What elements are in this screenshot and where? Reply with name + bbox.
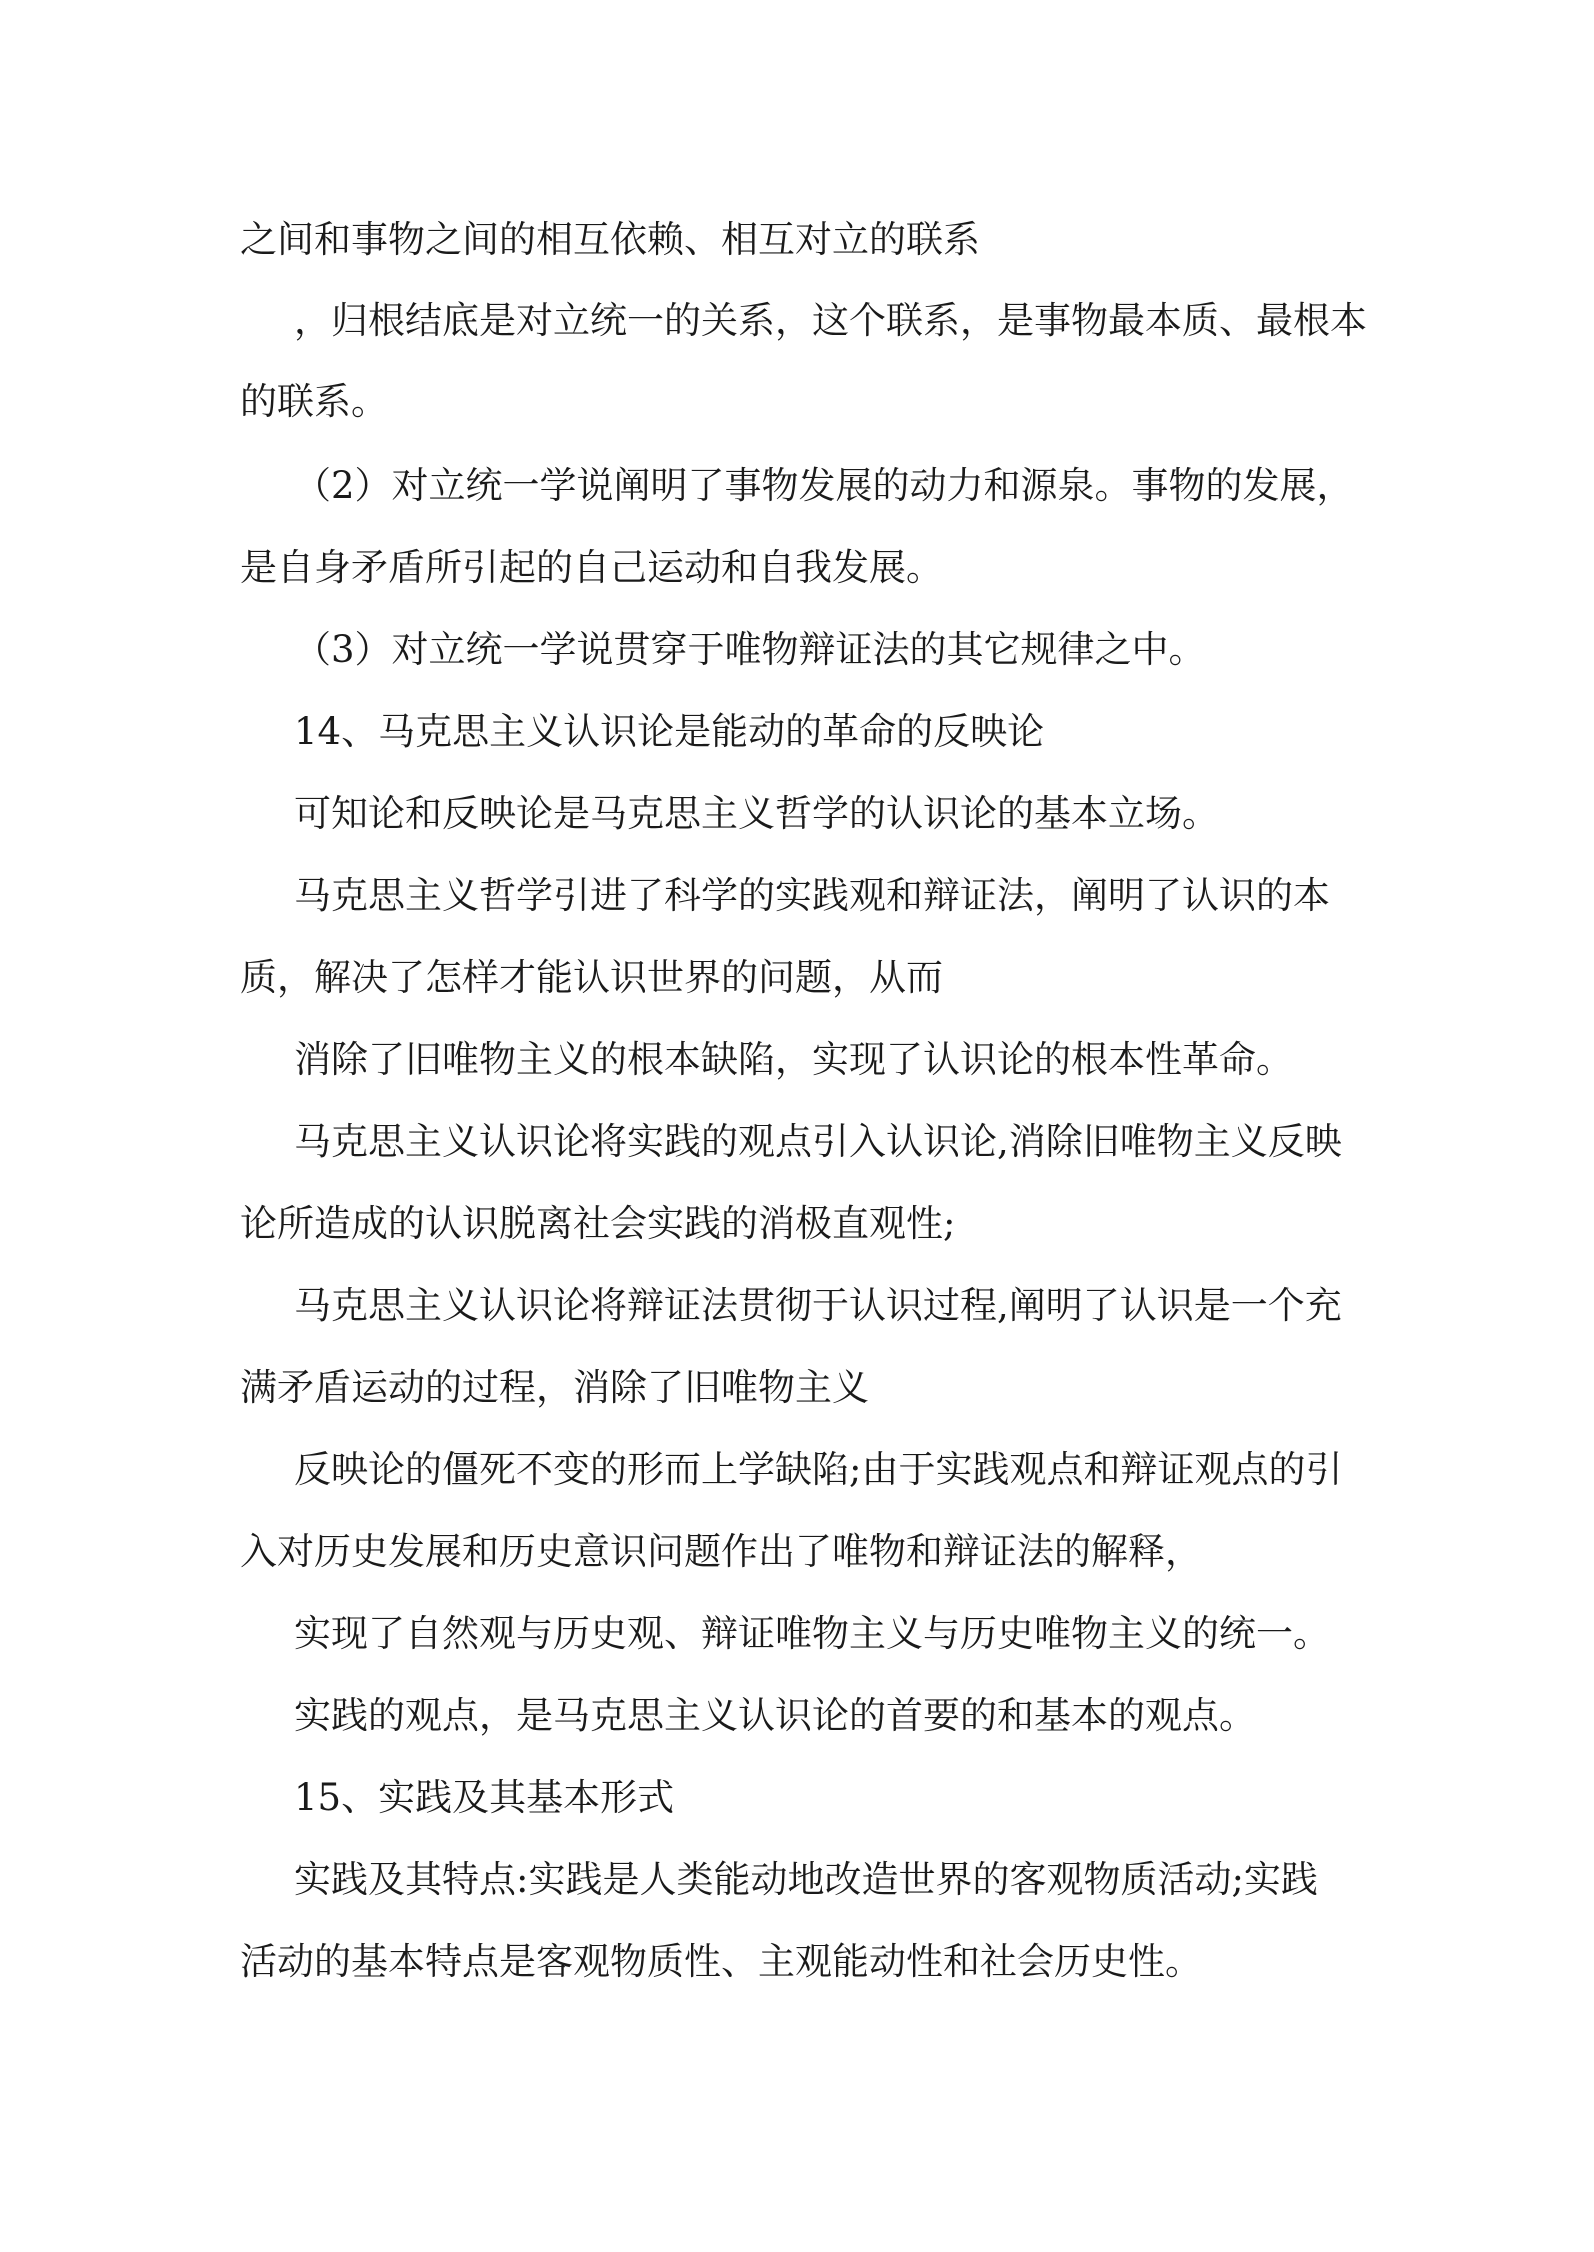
text-line: 反映论的僵死不变的形而上学缺陷;由于实践观点和辩证观点的引 (294, 1448, 1343, 1491)
text-line: 实践的观点，是马克思主义认识论的首要的和基本的观点。 (294, 1694, 1256, 1737)
text-line: 实践及其特点:实践是人类能动地改造世界的客观物质活动;实践 (294, 1858, 1318, 1901)
text-line: 可知论和反映论是马克思主义哲学的认识论的基本立场。 (294, 792, 1219, 835)
text-line: 马克思主义哲学引进了科学的实践观和辩证法，阐明了认识的本 (294, 874, 1330, 917)
heading-15: 15、实践及其基本形式 (294, 1776, 675, 1819)
text-line: （3）对立统一学说贯穿于唯物辩证法的其它规律之中。 (294, 628, 1206, 671)
text-line: 活动的基本特点是客观物质性、主观能动性和社会历史性。 (240, 1940, 1202, 1983)
text-line: 入对历史发展和历史意识问题作出了唯物和辩证法的解释， (240, 1530, 1202, 1573)
text-line: 论所造成的认识脱离社会实践的消极直观性; (240, 1202, 956, 1245)
text-line: 的联系。 (240, 380, 388, 423)
text-line: 之间和事物之间的相互依赖、相互对立的联系 (240, 218, 980, 261)
text-line: 马克思主义认识论将实践的观点引入认识论,消除旧唯物主义反映 (294, 1120, 1342, 1163)
heading-14: 14、马克思主义认识论是能动的革命的反映论 (294, 710, 1045, 753)
text-line: 质，解决了怎样才能认识世界的问题，从而 (240, 956, 943, 999)
text-line: 满矛盾运动的过程，消除了旧唯物主义 (240, 1366, 869, 1409)
text-line: 马克思主义认识论将辩证法贯彻于认识过程,阐明了认识是一个充 (294, 1284, 1342, 1327)
text-line: 消除了旧唯物主义的根本缺陷，实现了认识论的根本性革命。 (294, 1038, 1293, 1081)
text-line: 是自身矛盾所引起的自己运动和自我发展。 (240, 546, 943, 589)
text-line: （2）对立统一学说阐明了事物发展的动力和源泉。事物的发展， (294, 464, 1354, 507)
text-line: ，归根结底是对立统一的关系，这个联系，是事物最本质、最根本 (294, 299, 1367, 342)
text-line: 实现了自然观与历史观、辩证唯物主义与历史唯物主义的统一。 (294, 1612, 1330, 1655)
